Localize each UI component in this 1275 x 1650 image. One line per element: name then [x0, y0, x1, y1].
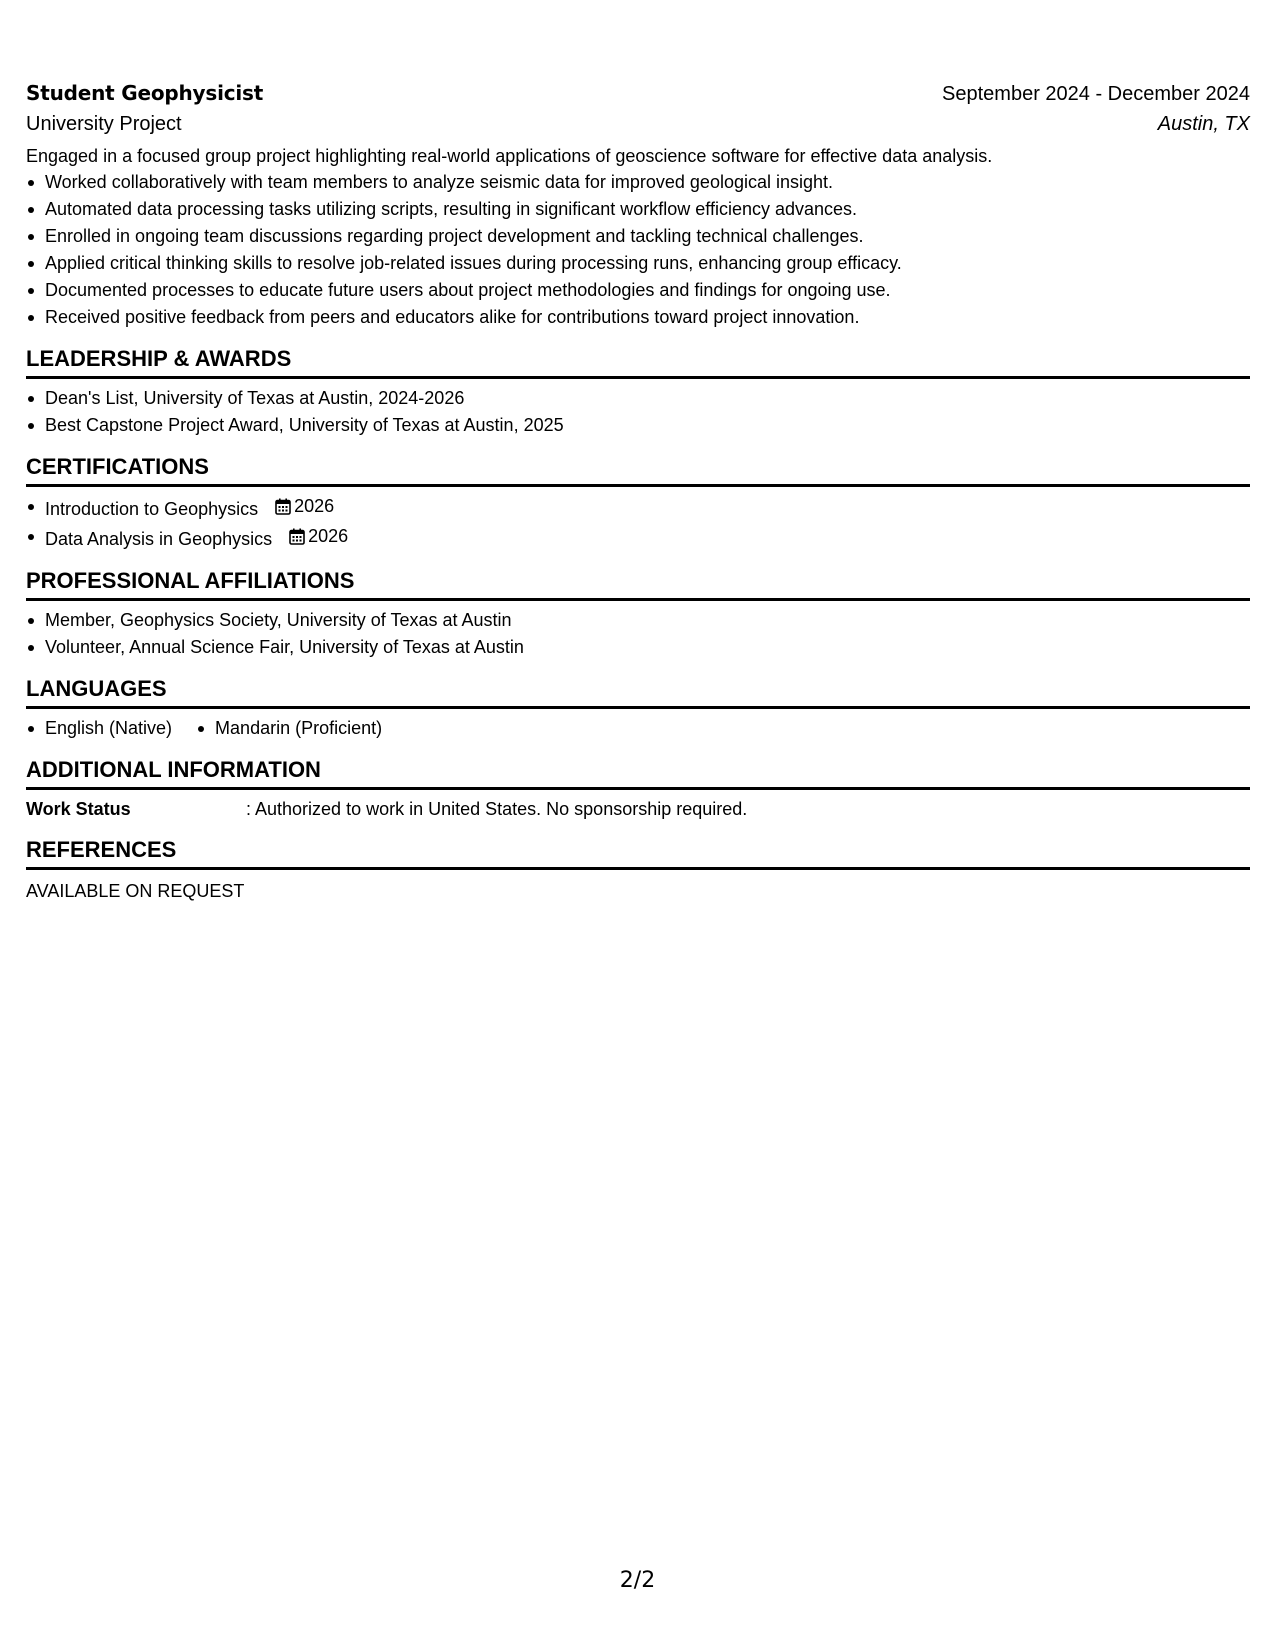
work-status-row	[26, 796, 1250, 822]
section-heading-languages: LANGUAGES	[26, 675, 1250, 709]
job-header-row	[26, 78, 1250, 109]
list-item: Dean's List, University of Texas at Austin, 2024-2026	[26, 385, 1250, 412]
certification-item	[26, 493, 1250, 523]
calendar-icon	[275, 498, 291, 515]
section-heading-leadership: LEADERSHIP & AWARDS	[26, 345, 1250, 379]
list-item: Documented processes to educate future users about project methodologies and findings for ongoing use.	[26, 277, 1250, 304]
certifications-list	[26, 493, 1250, 553]
leadership-list	[26, 385, 1250, 439]
job-location: Austin, TX	[1157, 113, 1250, 135]
work-status-label: Work Status	[26, 799, 131, 819]
list-item: Worked collaboratively with team members to analyze seismic data for improved geological insight.	[26, 169, 1250, 196]
job-organization: University Project	[26, 113, 182, 135]
calendar-icon	[289, 528, 305, 545]
list-item: Automated data processing tasks utilizing scripts, resulting in significant workflow efficiency advances.	[26, 196, 1250, 223]
list-item: Volunteer, Annual Science Fair, University of Texas at Austin	[26, 634, 1250, 661]
certification-name: Data Analysis in Geophysics	[45, 529, 273, 549]
list-item: Best Capstone Project Award, University of Texas at Austin, 2025	[26, 412, 1250, 439]
job-subheader-row	[26, 109, 1250, 139]
certification-item	[26, 523, 1250, 553]
section-heading-certifications: CERTIFICATIONS	[26, 453, 1250, 487]
certification-date	[275, 493, 334, 520]
resume-page	[26, 78, 1250, 904]
list-item: Received positive feedback from peers and educators alike for contributions toward project innovation.	[26, 304, 1250, 331]
language-item: Mandarin (Proficient)	[196, 715, 382, 742]
certification-year: 2026	[294, 496, 335, 516]
list-item: Member, Geophysics Society, University of Texas at Austin	[26, 607, 1250, 634]
section-heading-references: REFERENCES	[26, 836, 1250, 870]
job-title: Student Geophysicist	[26, 81, 264, 105]
certification-year: 2026	[308, 526, 349, 546]
list-item: Enrolled in ongoing team discussions regarding project development and tackling technical challenges.	[26, 223, 1250, 250]
section-heading-additional: ADDITIONAL INFORMATION	[26, 756, 1250, 790]
section-heading-affiliations: PROFESSIONAL AFFILIATIONS	[26, 567, 1250, 601]
list-item: Applied critical thinking skills to resolve job-related issues during processing runs, enhancing group efficacy.	[26, 250, 1250, 277]
job-bullet-list	[26, 169, 1250, 331]
work-status-value: : Authorized to work in United States. No sponsorship required.	[246, 799, 748, 819]
job-dates: September 2024 - December 2024	[942, 83, 1250, 105]
page-number: 2/2	[619, 1568, 656, 1593]
references-text: AVAILABLE ON REQUEST	[26, 881, 245, 901]
affiliations-list	[26, 607, 1250, 661]
job-summary: Engaged in a focused group project highlighting real-world applications of geoscience software for effective data analysis.	[26, 146, 993, 166]
certification-name: Introduction to Geophysics	[45, 499, 259, 519]
certification-date	[289, 523, 348, 550]
languages-list	[26, 715, 1250, 742]
language-item: English (Native)	[26, 715, 172, 742]
